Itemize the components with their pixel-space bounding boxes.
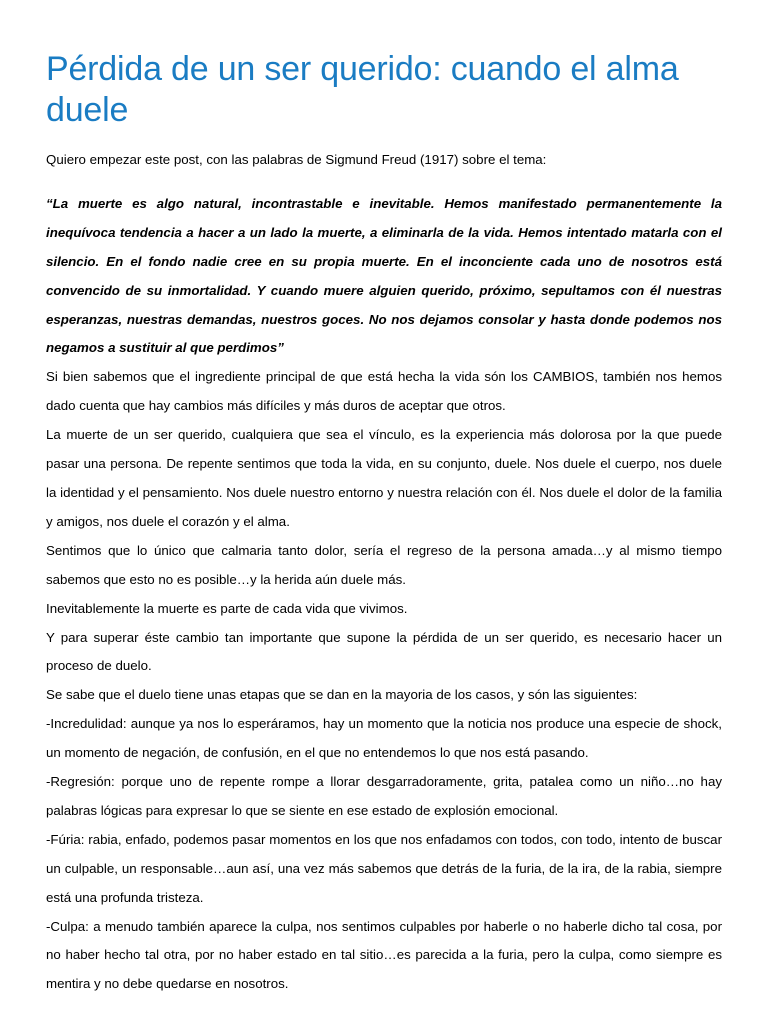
stage-regresion: -Regresión: porque uno de repente rompe a llorar desgarradoramente, grita, patalea como un niño…no hay palabras lógicas para expresar lo que se siente en ese estado de explosión emocional.	[46, 774, 722, 818]
body-paragraph: Sentimos que lo único que calmaria tanto dolor, sería el regreso de la persona amada…y al mismo tiempo sabemos que esto no es posible…y la herida aún duele más.	[46, 542, 722, 587]
body-paragraph: Y para superar éste cambio tan importante que supone la pérdida de un ser querido, es necesario hacer un proceso de duelo.	[46, 629, 722, 674]
body-paragraph: Si bien sabemos que el ingrediente principal de que está hecha la vida són los CAMBIOS, también nos hemos dado cuenta que hay cambios más difíciles y más duros de aceptar que otros.	[46, 369, 722, 414]
stage-furia: -Fúria: rabia, enfado, podemos pasar momentos en los que nos enfadamos con todos, con todo, intento de buscar un culpable, un responsable…aun así, una vez más sabemos que detrás de la furia, de la ira, de la rabia, siempre está una profunda tristeza.	[46, 831, 722, 905]
freud-quote: “La muerte es algo natural, incontrastable e inevitable. Hemos manifestado permanentemente la inequívoca tendencia a hacer a un lado la muerte, a eliminarla de la vida. Hemos intentado matarla con el silencio. En el fondo nadie cree en su propia muerte. En el inconciente cada uno de nosotros está convencido de su inmortalidad. Y cuando muere alguien querido, próximo, sepultamos con él nuestras esperanzas, nuestras demandas, nuestros goces. No nos dejamos consolar y hasta donde podemos nos negamos a sustituir al que perdimos”	[46, 195, 722, 356]
body-paragraph: La muerte de un ser querido, cualquiera que sea el vínculo, es la experiencia más dolorosa por la que puede pasar una persona. De repente sentimos que toda la vida, en su conjunto, duele. Nos duele el cuerpo, nos duele la identidad y el pensamiento. Nos duele nuestro entorno y nuestra relación con él. Nos duele el dolor de la familia y amigos, nos duele el corazón y el alma.	[46, 427, 722, 529]
body-paragraph: Se sabe que el duelo tiene unas etapas que se dan en la mayoria de los casos, y són las siguientes:	[46, 687, 638, 703]
page-title: Pérdida de un ser querido: cuando el alma duele	[46, 50, 679, 129]
stage-incredulidad: -Incredulidad: aunque ya nos lo esperáramos, hay un momento que la noticia nos produce una especie de shock, un momento de negación, de confusión, en el que no entendemos lo que nos está pasando.	[46, 716, 722, 761]
intro-paragraph: Quiero empezar este post, con las palabras de Sigmund Freud (1917) sobre el tema:	[46, 152, 547, 167]
body-paragraph: Inevitablemente la muerte es parte de cada vida que vivimos.	[46, 600, 408, 616]
stage-culpa: -Culpa: a menudo también aparece la culpa, nos sentimos culpables por haberle o no haberle dicho tal cosa, por no haber hecho tal otra, por no haber estado en tal sitio…es parecida a la furia, pero la culpa, como siempre es mentira y no debe quedarse en nosotros.	[46, 918, 722, 992]
